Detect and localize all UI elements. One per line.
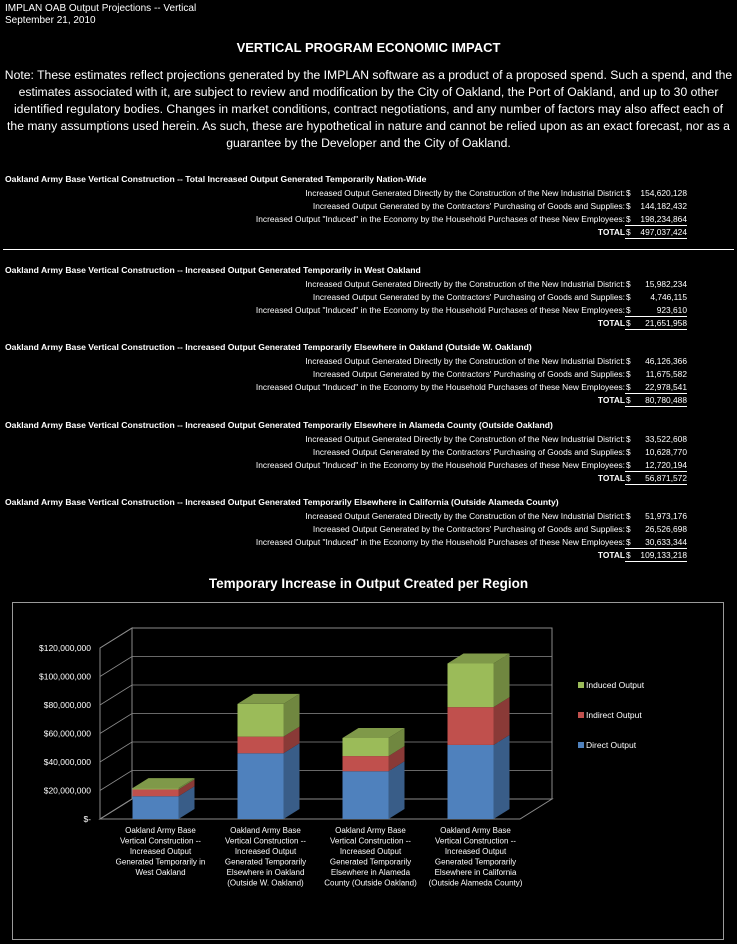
row-label: Increased Output Generated by the Contractors' Purchasing of Goods and Supplies: xyxy=(312,292,625,302)
row-value: 15,982,234 xyxy=(645,279,687,289)
legend-swatch xyxy=(578,742,584,748)
y-tick-label: $80,000,000 xyxy=(43,700,91,710)
currency-symbol: $ xyxy=(626,188,631,198)
y-tick-label: $60,000,000 xyxy=(43,728,91,739)
currency-symbol: $ xyxy=(626,356,631,366)
bar-segment xyxy=(343,756,389,771)
bar-segment-side xyxy=(494,735,510,819)
row-label: Increased Output "Induced" in the Economy by the Household Purchases of these New Employees: xyxy=(255,537,625,547)
row-value: 33,522,608 xyxy=(645,434,687,444)
currency-symbol: $ xyxy=(626,279,631,289)
row-value: 10,628,770 xyxy=(645,447,687,457)
legend-swatch xyxy=(578,712,584,718)
bar-segment xyxy=(343,771,389,819)
currency-symbol: $ xyxy=(626,460,631,470)
x-category-label-line: Increased Output xyxy=(129,847,192,856)
currency-symbol: $ xyxy=(626,214,631,224)
row-label: Increased Output Generated by the Contractors' Purchasing of Goods and Supplies: xyxy=(312,369,625,379)
bar-segment xyxy=(448,707,494,745)
x-category-label-line: Vertical Construction -- xyxy=(225,836,306,846)
row-value: 923,610 xyxy=(656,305,687,315)
x-category-label-line: Vertical Construction -- xyxy=(120,836,201,846)
row-value: 30,633,344 xyxy=(645,537,687,547)
row-value: 144,182,432 xyxy=(640,201,687,211)
currency-symbol: $ xyxy=(626,369,631,379)
x-category-label-line: (Outside Alameda County) xyxy=(428,878,523,888)
bar-segment-side xyxy=(284,743,300,819)
bar-segment xyxy=(133,789,179,796)
gridline xyxy=(100,628,552,648)
row-value: 80,780,488 xyxy=(645,395,687,405)
currency-symbol: $ xyxy=(626,201,631,211)
row-label: Increased Output Generated Directly by the Construction of the New Industrial District: xyxy=(305,279,625,289)
row-label: TOTAL xyxy=(597,473,625,483)
row-value: 21,651,958 xyxy=(645,318,687,328)
row-value: 12,720,194 xyxy=(645,460,687,470)
row-value: 26,526,698 xyxy=(645,524,687,534)
x-category-label-line: Elsewhere in Oakland xyxy=(226,868,305,877)
x-category-label xyxy=(116,826,206,877)
currency-symbol: $ xyxy=(626,550,631,560)
x-category-label-line: (Outside W. Oakland) xyxy=(227,878,304,888)
section-title: Oakland Army Base Vertical Construction -- Increased Output Generated Temporarily Elsewhere in Alameda County (Outside Oakland) xyxy=(5,420,553,430)
bar-segment xyxy=(133,788,179,789)
x-category-label-line: Generated Temporarily xyxy=(434,857,517,867)
page-title: VERTICAL PROGRAM ECONOMIC IMPACT xyxy=(236,40,501,55)
legend-label: Induced Output xyxy=(586,680,645,690)
x-category-label-line: Oakland Army Base xyxy=(335,826,406,835)
row-value: 497,037,424 xyxy=(640,227,687,237)
row-value: 51,973,176 xyxy=(645,511,687,521)
row-label: Increased Output Generated Directly by the Construction of the New Industrial District: xyxy=(305,434,625,444)
legend-swatch xyxy=(578,682,584,688)
x-category-label-line: Elsewhere in Alameda xyxy=(330,868,411,877)
legend-label: Direct Output xyxy=(586,740,637,750)
bar-segment xyxy=(448,745,494,819)
bar-segment xyxy=(133,796,179,819)
bar-segment xyxy=(343,738,389,756)
currency-symbol: $ xyxy=(626,305,631,315)
currency-symbol: $ xyxy=(626,395,631,405)
row-label: Increased Output "Induced" in the Economy by the Household Purchases of these New Employees: xyxy=(255,305,625,315)
x-category-label xyxy=(429,826,523,888)
x-category-label-line: Vertical Construction -- xyxy=(435,836,516,846)
row-value: 154,620,128 xyxy=(640,188,687,198)
row-label: TOTAL xyxy=(597,318,625,328)
x-category-label-line: Generated Temporarily in xyxy=(115,857,206,867)
row-label: TOTAL xyxy=(597,395,625,405)
bar-segment xyxy=(238,704,284,737)
row-label: Increased Output Generated by the Contractors' Purchasing of Goods and Supplies: xyxy=(312,201,625,211)
x-category-label-line: Generated Temporarily xyxy=(329,857,412,867)
x-category-label xyxy=(324,826,417,888)
y-tick-label: $100,000,000 xyxy=(39,671,91,682)
row-value: 198,234,864 xyxy=(640,214,687,224)
currency-symbol: $ xyxy=(626,524,631,534)
row-label: Increased Output Generated Directly by the Construction of the New Industrial District: xyxy=(305,188,625,198)
row-label: Increased Output Generated Directly by the Construction of the New Industrial District: xyxy=(305,511,625,521)
row-value: 46,126,366 xyxy=(645,356,687,366)
row-label: Increased Output Generated by the Contractors' Purchasing of Goods and Supplies: xyxy=(312,447,625,457)
legend-label: Indirect Output xyxy=(586,710,642,720)
section-title: Oakland Army Base Vertical Construction -- Total Increased Output Generated Temporarily Nation-Wide xyxy=(5,174,427,184)
row-label: Increased Output "Induced" in the Economy by the Household Purchases of these New Employees: xyxy=(255,382,625,392)
row-label: Increased Output Generated Directly by the Construction of the New Industrial District: xyxy=(305,356,625,366)
x-category-label-line: Elsewhere in California xyxy=(434,868,517,877)
y-tick-label: $- xyxy=(83,814,91,824)
bar-segment xyxy=(238,753,284,819)
y-tick-label: $120,000,000 xyxy=(39,643,91,653)
currency-symbol: $ xyxy=(626,382,631,392)
section-title: Oakland Army Base Vertical Construction -- Increased Output Generated Temporarily in West Oakland xyxy=(5,265,421,275)
row-value: 4,746,115 xyxy=(650,292,687,302)
y-tick-label: $40,000,000 xyxy=(43,757,91,767)
currency-symbol: $ xyxy=(626,227,631,237)
bar-segment-side xyxy=(389,761,405,819)
currency-symbol: $ xyxy=(626,447,631,457)
y-tick-label: $20,000,000 xyxy=(43,785,91,796)
x-category-label-line: Oakland Army Base xyxy=(125,826,196,835)
x-category-label-line: Increased Output xyxy=(234,847,297,856)
row-value: 22,978,541 xyxy=(645,382,687,392)
x-category-label xyxy=(225,826,306,888)
x-category-label-line: Vertical Construction -- xyxy=(330,836,411,846)
chart-title: Temporary Increase in Output Created per Region xyxy=(208,576,529,591)
row-value: 11,675,582 xyxy=(645,369,687,379)
row-label: Increased Output Generated by the Contractors' Purchasing of Goods and Supplies: xyxy=(312,524,625,534)
bar-segment xyxy=(448,663,494,707)
disclaimer-note: Note: These estimates reflect projections generated by the IMPLAN software as a product of a proposed spend. Such a spend, and the estimates associated with it, are subject to review and modification by the City of Oakland, the Port of Oakland, and up to 30 other identified regulatory bodies. Changes in market conditions, contract negotiations, and any number of factors may also affect each of the many assumptions used herein. As such, these are hypothetical in nature and cannot be relied upon as an exact forecast, nor as a guarantee by the Developer and the City of Oakland. xyxy=(4,68,733,150)
report-header-date: September 21, 2010 xyxy=(5,15,96,26)
currency-symbol: $ xyxy=(626,537,631,547)
x-category-label-line: Oakland Army Base xyxy=(230,826,301,835)
x-category-label-line: County (Outside Oakland) xyxy=(324,878,417,888)
currency-symbol: $ xyxy=(626,318,631,328)
row-label: TOTAL xyxy=(597,550,625,560)
row-label: Increased Output "Induced" in the Economy by the Household Purchases of these New Employees: xyxy=(255,460,625,470)
currency-symbol: $ xyxy=(626,434,631,444)
currency-symbol: $ xyxy=(626,292,631,302)
x-category-label-line: West Oakland xyxy=(135,868,186,877)
currency-symbol: $ xyxy=(626,473,631,483)
x-category-label-line: Increased Output xyxy=(444,847,507,856)
row-label: Increased Output "Induced" in the Economy by the Household Purchases of these New Employees: xyxy=(255,214,625,224)
currency-symbol: $ xyxy=(626,511,631,521)
bar-segment xyxy=(238,737,284,754)
report-header-line1: IMPLAN OAB Output Projections -- Vertical xyxy=(5,3,197,14)
x-category-label-line: Generated Temporarily xyxy=(224,857,307,867)
row-value: 56,871,572 xyxy=(645,473,687,483)
section-title: Oakland Army Base Vertical Construction -- Increased Output Generated Temporarily Elsewhere in Oakland (Outside W. Oakland) xyxy=(5,342,532,352)
section-title: Oakland Army Base Vertical Construction -- Increased Output Generated Temporarily Elsewhere in California (Outside Alameda County) xyxy=(5,497,559,507)
x-category-label-line: Oakland Army Base xyxy=(440,826,511,835)
row-label: TOTAL xyxy=(597,227,625,237)
x-category-label-line: Increased Output xyxy=(339,847,402,856)
row-value: 109,133,218 xyxy=(640,550,687,560)
